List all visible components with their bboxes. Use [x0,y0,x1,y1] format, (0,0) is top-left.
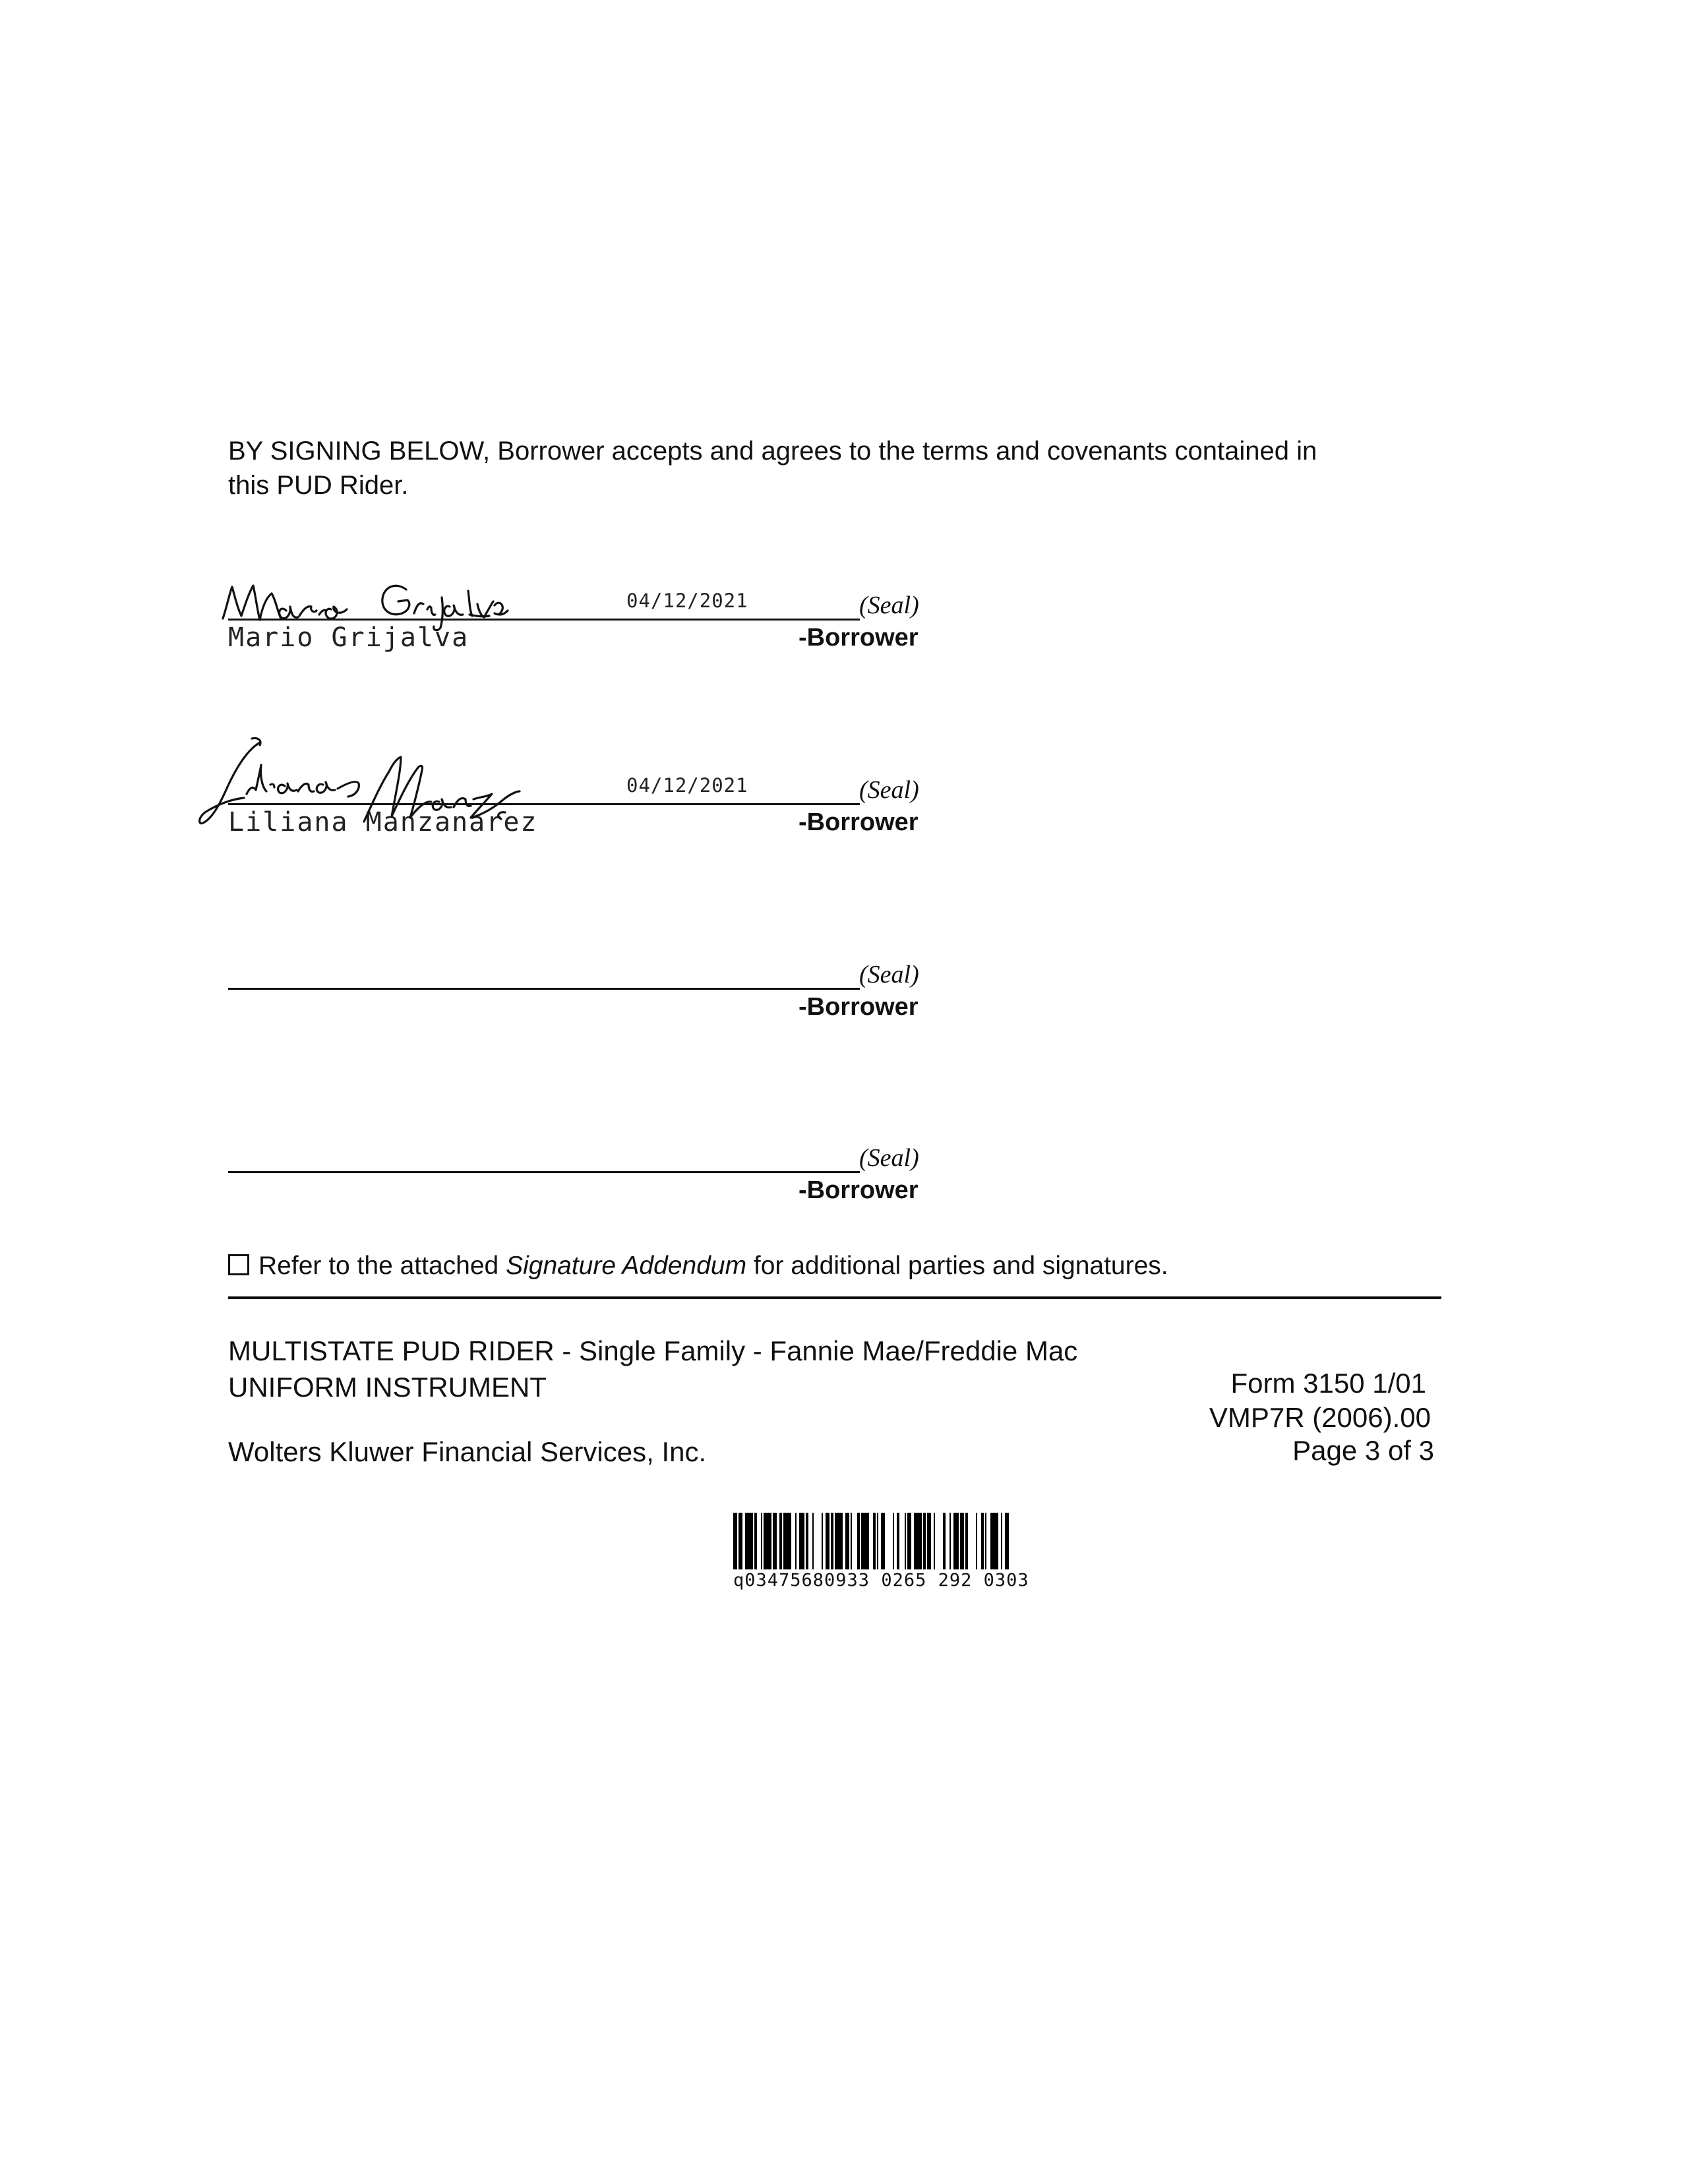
barcode-bar [779,1513,782,1569]
barcode-bar [822,1513,823,1569]
form-code: VMP7R (2006).00 [1209,1402,1431,1433]
handwritten-signature-2 [191,731,560,836]
barcode-bar [950,1513,951,1569]
signature-line-1 [228,619,860,621]
barcode-bar [897,1513,899,1569]
barcode-bar [976,1513,977,1569]
barcode-text: q03475680933 0265 292 0303 [733,1570,1029,1591]
barcode-bar [873,1513,876,1569]
barcode-bar [877,1513,878,1569]
borrower-label-4: -Borrower [799,1176,919,1204]
barcode-bar [960,1513,964,1569]
barcode-bar [799,1513,804,1569]
barcode-bar [783,1513,791,1569]
signature-date-1: 04/12/2021 [626,590,748,612]
signature-addendum-note [228,1252,1168,1281]
footer-title: MULTISTATE PUD RIDER - Single Family - Fannie Mae/Freddie Mac [228,1335,1078,1366]
signature-line-3 [228,988,860,990]
barcode-bar [965,1513,968,1569]
intro-paragraph [228,434,1415,502]
barcode-bar [893,1513,894,1569]
barcode-bar [953,1513,959,1569]
barcode-bar [881,1513,885,1569]
seal-label-3: (Seal) [859,961,919,988]
barcode-bar [981,1513,984,1569]
barcode-bar [861,1513,869,1569]
barcode-bar [851,1513,852,1569]
barcode-bar [934,1513,935,1569]
barcode-bar [812,1513,814,1569]
barcode-bar [826,1513,829,1569]
barcode-bar [1001,1513,1002,1569]
seal-label-4: (Seal) [859,1144,919,1172]
signature-date-2: 04/12/2021 [626,774,748,797]
barcode-bar [738,1513,742,1569]
barcode-bar [990,1513,998,1569]
barcode-bar [831,1513,833,1569]
barcode-bar [795,1513,797,1569]
seal-label-2: (Seal) [859,776,919,804]
barcode-bars [733,1513,1212,1569]
barcode-bar [943,1513,946,1569]
barcode-bar [764,1513,771,1569]
intro-line-2: this PUD Rider. [228,471,409,500]
company-name: Wolters Kluwer Financial Services, Inc. [228,1436,707,1467]
barcode [733,1513,1212,1591]
barcode-bar [761,1513,762,1569]
borrower-label-1: -Borrower [799,624,919,652]
barcode-bar [914,1513,922,1569]
barcode-bar [733,1513,737,1569]
barcode-bar [745,1513,753,1569]
barcode-bar [985,1513,986,1569]
addendum-emphasis: Signature Addendum [506,1252,747,1280]
barcode-bar [845,1513,849,1569]
barcode-bar [857,1513,860,1569]
seal-label-1: (Seal) [859,592,919,619]
addendum-suffix: for additional parties and signatures. [746,1252,1168,1280]
borrower-label-2: -Borrower [799,808,919,836]
barcode-bar [905,1513,906,1569]
form-number: Form 3150 1/01 [1230,1368,1426,1399]
barcode-bar [1005,1513,1009,1569]
barcode-bar [835,1513,843,1569]
barcode-bar [923,1513,926,1569]
intro-line-1: BY SIGNING BELOW, Borrower accepts and agrees to the terms and covenants contained in [228,437,1317,466]
signature-line-4 [228,1171,860,1173]
page-number: Page 3 of 3 [1292,1435,1434,1466]
barcode-bar [927,1513,931,1569]
barcode-bar [806,1513,808,1569]
borrower-label-3: -Borrower [799,993,919,1021]
printed-name-1: Mario Grijalva [228,622,469,653]
addendum-checkbox[interactable] [228,1254,249,1275]
barcode-bar [754,1513,757,1569]
addendum-prefix: Refer to the attached [258,1252,506,1280]
barcode-bar [773,1513,777,1569]
footer-subtitle: UNIFORM INSTRUMENT [228,1372,547,1403]
printed-name-2: Liliana Manzanarez [228,807,538,837]
barcode-bar [907,1513,911,1569]
footer-divider [228,1296,1441,1299]
